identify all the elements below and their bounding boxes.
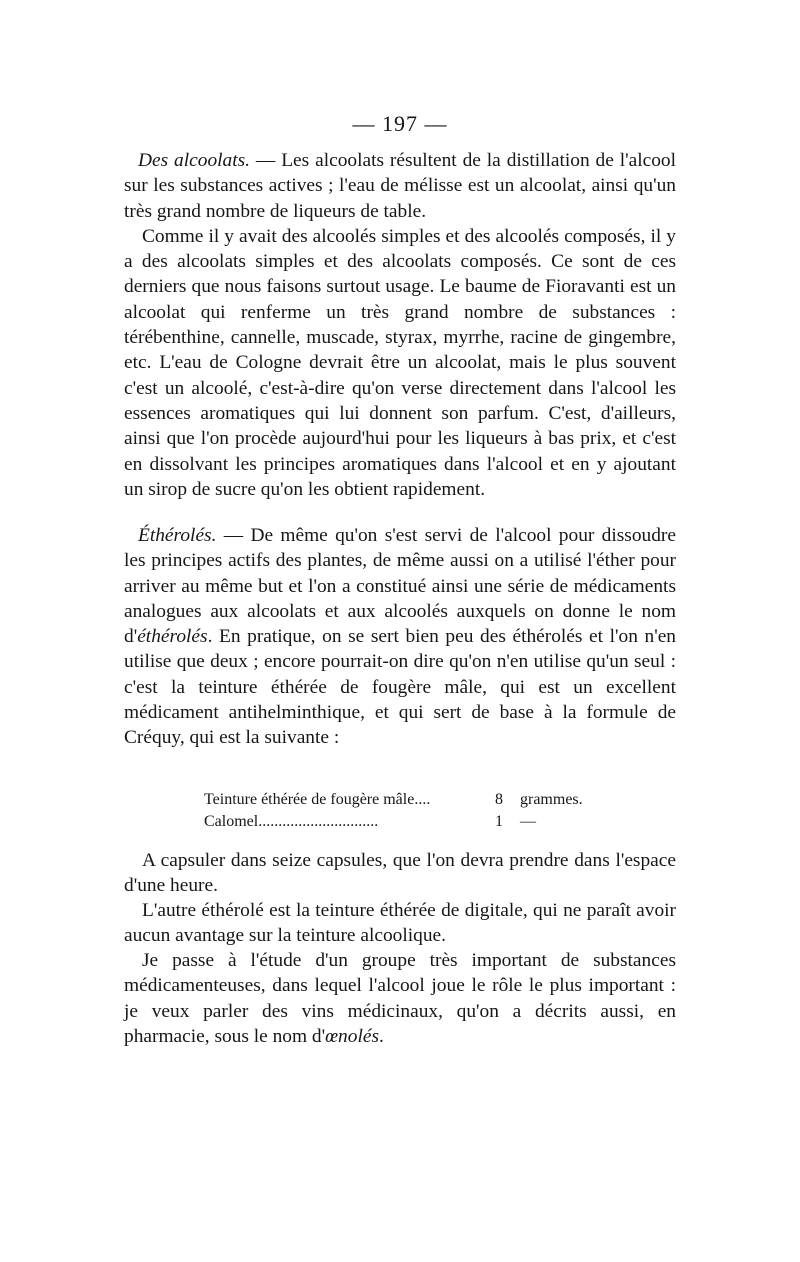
- paragraph: [124, 948, 676, 1049]
- formula-ingredient: Calomel..............................: [204, 813, 379, 830]
- section-heading: Des alcoolats.: [138, 150, 251, 171]
- paragraph-text: Je passe à l'étude d'un groupe très important de substances médicamenteuses, dans lequel l'alcool joue le rôle le plus important : je veux parler des vins médicinaux, qu'on a décrits aussi, en pharmacie, sous le nom d': [124, 950, 676, 1047]
- section-etheroles: [124, 523, 676, 751]
- paragraph: L'autre éthérolé est la teinture éthérée de digitale, qui ne paraît avoir aucun avantage sur la teinture alcoolique.: [124, 900, 676, 947]
- formula-quantity: 8: [495, 791, 503, 808]
- paragraph: A capsuler dans seize capsules, que l'on devra prendre dans l'espace d'une heure.: [124, 850, 676, 897]
- italic-term: œnolés: [325, 1025, 379, 1047]
- paragraph: [124, 523, 676, 751]
- paragraph-text: .: [379, 1025, 384, 1047]
- section-heading: Éthérolés.: [138, 525, 217, 546]
- paragraph-capsules: [124, 848, 676, 899]
- section-alcoolats: [124, 148, 676, 502]
- paragraph: Comme il y avait des alcoolés simples et des alcoolés composés, il y a des alcoolats simples et des alcoolats composés. Ce sont de ces derniers que nous faisons surtout usage. Le baume de Fioravanti est un alcoolat qui renferme un très grand nombre de substances : térébenthine, cannelle, muscade, styrax, myrrhe, racine de gingembre, etc. L'eau de Cologne devrait être un alcoolat, mais le plus souvent c'est un alcoolé, c'est-à-dire qu'on verse directement dans l'alcool les essences aromatiques qui lui donnent son parfum. C'est, d'ailleurs, ainsi que l'on procède aujourd'hui pour les liqueurs à bas prix, et c'est en dissolvant les principes aromatiques dans l'alcool et en y ajoutant un sirop de sucre qu'on les obtient rapidement.: [124, 225, 676, 500]
- page-number: — 197 —: [352, 111, 448, 136]
- paragraph-text: — De même qu'on s'est servi de l'alcool pour dissoudre les principes actifs des plantes, de même aussi on a utilisé l'éther pour arriver au même but et l'on a constitué ainsi une série de médicaments analogues aux alcoolats et aux alcoolés auxquels on donne le nom d': [124, 525, 676, 648]
- paragraph-text: . En pratique, on se sert bien peu des éthérolés et l'on n'en utilise que deux ; encore pourrait-on dire qu'on n'en utilise qu'un seul : c'est la teinture éthérée de fougère mâle, qui est un excellent médicament antihelminthique, et qui sert de base à la formule de Créquy, qui est la suivante :: [124, 626, 676, 749]
- formula-unit: grammes.: [520, 791, 583, 808]
- paragraph-digitale: [124, 898, 676, 949]
- formula-unit: —: [520, 813, 536, 830]
- paragraph-oenoles: [124, 948, 676, 1049]
- italic-term: éthérolés: [137, 626, 208, 648]
- formula-quantity: 1: [495, 813, 503, 830]
- paragraph: [124, 148, 676, 224]
- paragraph-text: — Les alcoolats résultent de la distillation de l'alcool sur les substances actives ; l'eau de mélisse est un alcoolat, ainsi qu'un très grand nombre de liqueurs de table.: [124, 150, 677, 222]
- formula-ingredient: Teinture éthérée de fougère mâle....: [204, 791, 431, 808]
